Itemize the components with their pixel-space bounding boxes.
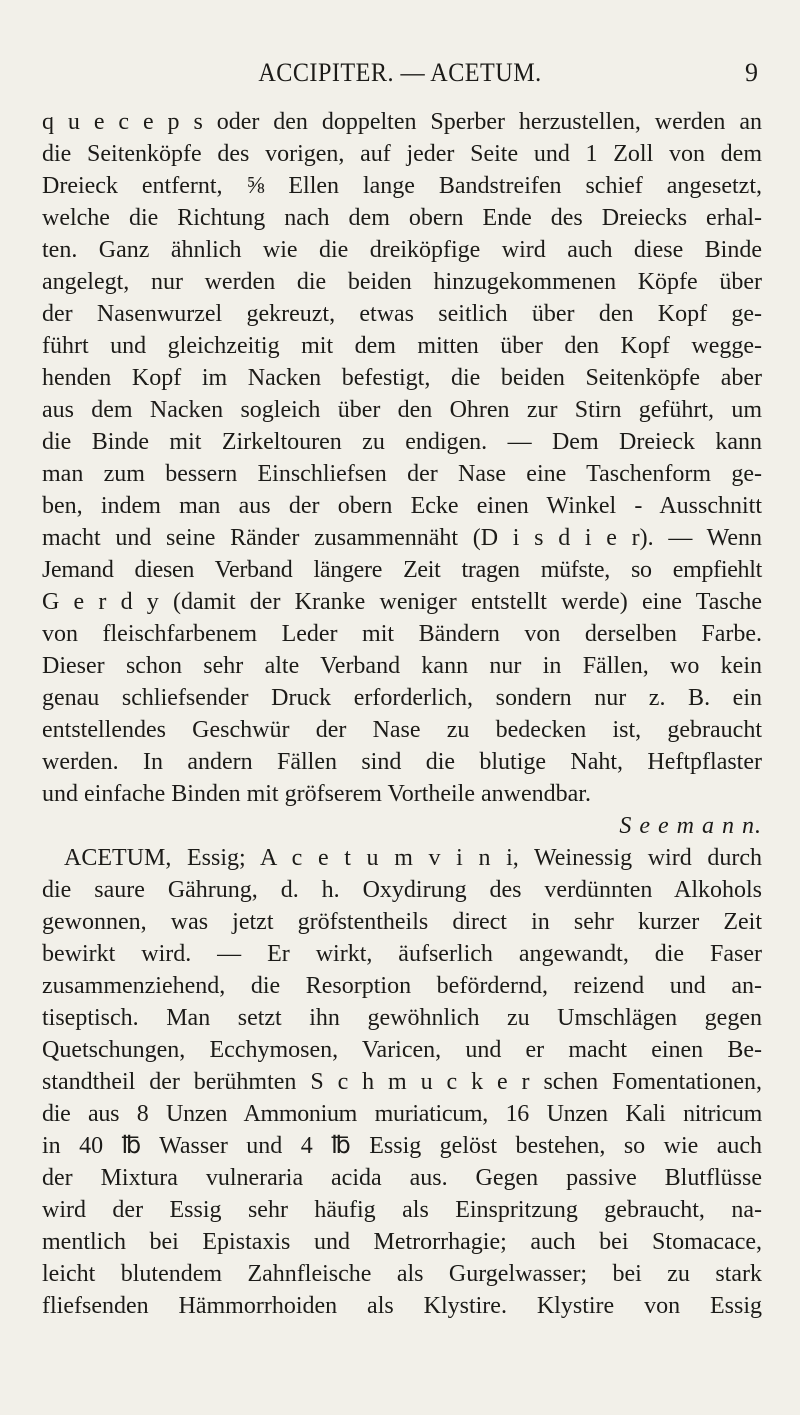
text-line: Dreieck entfernt, ⅝ Ellen lange Bandstreifen schief angesetzt, xyxy=(42,173,762,199)
text-line: man zum bessern Einschliefsen der Nase eine Taschenform ge- xyxy=(42,461,762,487)
page-header xyxy=(0,58,800,94)
text-line: der Nasenwurzel gekreuzt, etwas seitlich über den Kopf ge- xyxy=(42,301,762,327)
text-line: wird der Essig sehr häufig als Einspritzung gebraucht, na- xyxy=(42,1197,762,1223)
text-line: zusammenziehend, die Resorption befördernd, reizend und an- xyxy=(42,973,762,999)
text-line: führt und gleichzeitig mit dem mitten über den Kopf wegge- xyxy=(42,333,762,359)
text-line: werden. In andern Fällen sind die blutige Naht, Heftpflaster xyxy=(42,749,762,775)
entry-heading-line: ACETUM, Essig; A c e t u m v i n i, Weinessig wird durch xyxy=(64,845,762,871)
author-signature: S e e m a n n. xyxy=(619,813,762,839)
text-line: entstellendes Geschwür der Nase zu bedecken ist, gebraucht xyxy=(42,717,762,743)
text-line: G e r d y (damit der Kranke weniger entstellt werde) eine Tasche xyxy=(42,589,762,615)
text-line: von fleischfarbenem Leder mit Bändern von derselben Farbe. xyxy=(42,621,762,647)
text-line: der Mixtura vulneraria acida aus. Gegen passive Blutflüsse xyxy=(42,1165,762,1191)
text-line: die Seitenköpfe des vorigen, auf jeder Seite und 1 Zoll von dem xyxy=(42,141,762,167)
text-line: Quetschungen, Ecchymosen, Varicen, und er macht einen Be- xyxy=(42,1037,762,1063)
text-line: q u e c e p s oder den doppelten Sperber herzustellen, werden an xyxy=(42,109,762,135)
text-line: aus dem Nacken sogleich über den Ohren zur Stirn geführt, um xyxy=(42,397,762,423)
text-line: ten. Ganz ähnlich wie die dreiköpfige wird auch diese Binde xyxy=(42,237,762,263)
text-line: mentlich bei Epistaxis und Metrorrhagie; auch bei Stomacace, xyxy=(42,1229,762,1255)
text-line: in 40 ℔ Wasser und 4 ℔ Essig gelöst bestehen, so wie auch xyxy=(42,1133,762,1159)
text-line: bewirkt wird. — Er wirkt, äufserlich angewandt, die Faser xyxy=(42,941,762,967)
text-line: Dieser schon sehr alte Verband kann nur in Fällen, wo kein xyxy=(42,653,762,679)
text-line: die aus 8 Unzen Ammonium muriaticum, 16 Unzen Kali nitricum xyxy=(42,1101,762,1127)
text-line: leicht blutendem Zahnfleische als Gurgelwasser; bei zu stark xyxy=(42,1261,762,1287)
text-line: henden Kopf im Nacken befestigt, die beiden Seitenköpfe aber xyxy=(42,365,762,391)
text-line: Jemand diesen Verband längere Zeit tragen müfste, so empfiehlt xyxy=(42,557,762,583)
body-text xyxy=(42,106,762,1322)
text-line: standtheil der berühmten S c h m u c k e r schen Fomentationen, xyxy=(42,1069,762,1095)
page-number: 9 xyxy=(745,58,758,87)
text-line: ben, indem man aus der obern Ecke einen Winkel - Ausschnitt xyxy=(42,493,762,519)
text-line: die saure Gährung, d. h. Oxydirung des verdünnten Alkohols xyxy=(42,877,762,903)
text-line: und einfache Binden mit gröfserem Vortheile anwendbar. xyxy=(42,781,591,807)
text-line: gewonnen, was jetzt gröfstentheils direct in sehr kurzer Zeit xyxy=(42,909,762,935)
text-line: angelegt, nur werden die beiden hinzugekommenen Köpfe über xyxy=(42,269,762,295)
text-line: macht und seine Ränder zusammennäht (D i s d i e r). — Wenn xyxy=(42,525,762,551)
running-head: ACCIPITER. — ACETUM. xyxy=(258,58,542,87)
text-line: die Binde mit Zirkeltouren zu endigen. — Dem Dreieck kann xyxy=(42,429,762,455)
text-line: welche die Richtung nach dem obern Ende des Dreiecks erhal- xyxy=(42,205,762,231)
text-line: tiseptisch. Man setzt ihn gewöhnlich zu Umschlägen gegen xyxy=(42,1005,762,1031)
text-line: genau schliefsender Druck erforderlich, sondern nur z. B. ein xyxy=(42,685,762,711)
text-line: fliefsenden Hämmorrhoiden als Klystire. Klystire von Essig xyxy=(42,1293,762,1319)
